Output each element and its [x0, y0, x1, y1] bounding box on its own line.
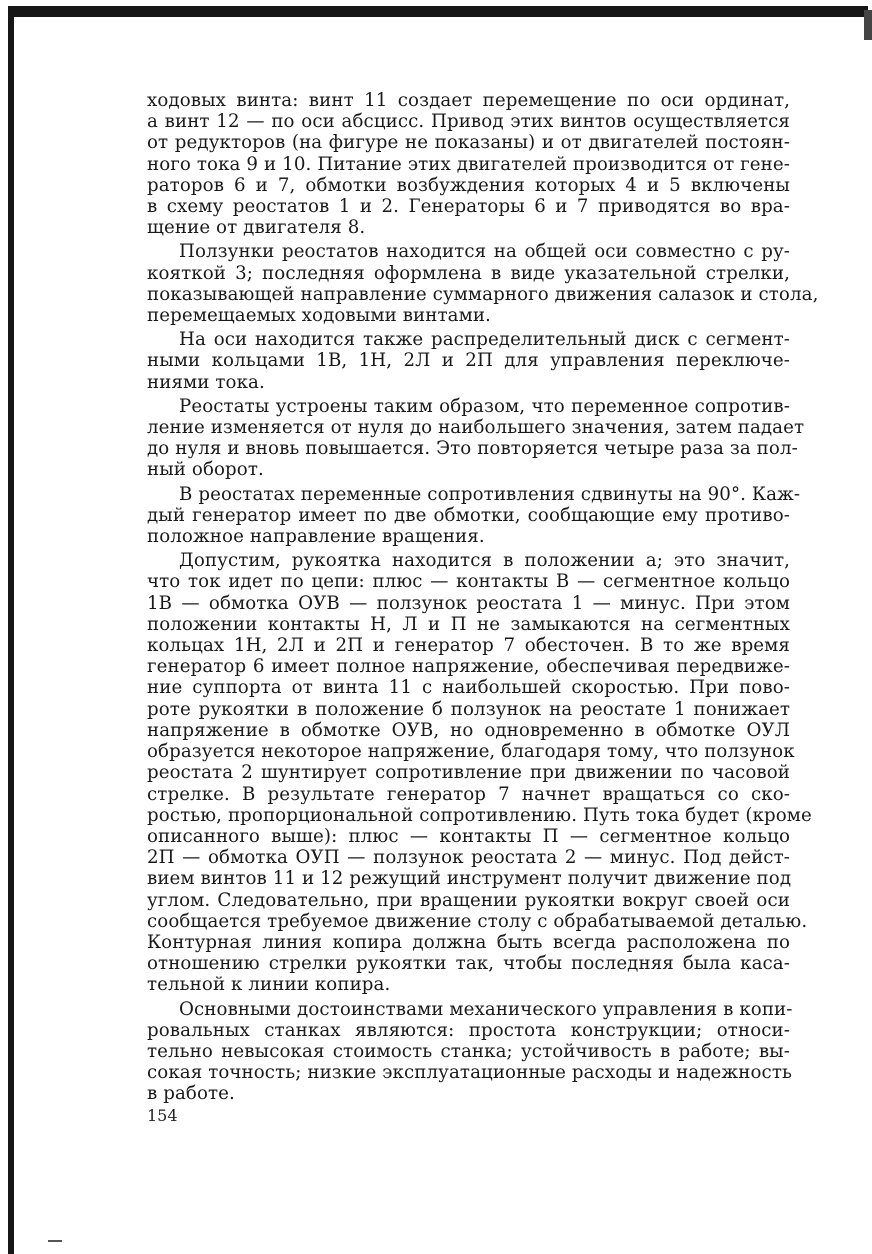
text-line: 1В — обмотка ОУВ — ползунок реостата 1 — минус. При этом — [147, 592, 790, 614]
text-line: ростью, пропорциональной сопротивлению. Путь тока будет (кроме — [147, 804, 812, 826]
text-line: образуется некоторое напряжение, благодаря тому, что ползунок — [147, 741, 795, 763]
text-line: Контурная линия копира должна быть всегда расположена по — [147, 931, 790, 953]
text-line: стрелке. В результате генератор 7 начнет вращаться со ско- — [147, 783, 790, 805]
text-line: ление изменяется от нуля до наибольшего значения, затем падает — [147, 417, 805, 439]
text-line: На оси находится также распределительный диск с сегмент- — [179, 329, 790, 351]
paragraph — [147, 241, 819, 327]
paragraph — [147, 550, 812, 996]
scan-speck — [48, 1240, 62, 1242]
text-line: ниями тока. — [147, 371, 265, 393]
text-line: а винт 12 — по оси абсцисс. Привод этих винтов осуществляется — [147, 111, 790, 133]
text-line: показывающей направление суммарного движения салазок и стола, — [147, 283, 819, 305]
text-line: Допустим, рукоятка находится в положении а; это значит, — [179, 550, 790, 572]
text-line: щение от двигателя 8. — [147, 217, 366, 239]
text-line: от редукторов (на фигуре не показаны) и от двигателей постоян- — [147, 132, 790, 154]
text-line: отношению стрелки рукоятки так, чтобы последняя была каса- — [147, 953, 790, 975]
text-line: 2П — обмотка ОУП — ползунок реостата 2 — минус. Под дейст- — [147, 847, 790, 869]
text-line: положное направление вращения. — [147, 526, 485, 548]
text-line: ными кольцами 1В, 1Н, 2Л и 2П для управления переключе- — [147, 350, 790, 372]
paragraph — [147, 90, 790, 238]
paragraph — [147, 329, 790, 393]
text-line: реостата 2 шунтирует сопротивление при движении по часовой — [147, 762, 790, 784]
text-line: Ползунки реостатов находится на общей оси совместно с ру- — [179, 241, 790, 263]
text-line: Основными достоинствами механического управления в копи- — [179, 998, 793, 1020]
text-line: в схему реостатов 1 и 2. Генераторы 6 и 7 приводятся во вра- — [147, 196, 790, 218]
text-line: ного тока 9 и 10. Питание этих двигателей производится от гене- — [147, 153, 790, 175]
text-line: до нуля и вновь повышается. Это повторяется четыре раза за пол- — [147, 438, 798, 460]
text-line: Реостаты устроены таким образом, что переменное сопротив- — [179, 395, 790, 417]
text-line: вием винтов 11 и 12 режущий инструмент получит движение под — [147, 868, 792, 890]
text-line: раторов 6 и 7, обмотки возбуждения которых 4 и 5 включены — [147, 174, 790, 196]
text-line: тельно невысокая стоимость станка; устойчивость в работе; вы- — [147, 1040, 790, 1062]
text-line: В реостатах переменные сопротивления сдвинуты на 90°. Каж- — [179, 483, 801, 505]
paragraph — [147, 998, 793, 1105]
text-line: в работе. — [147, 1083, 235, 1105]
text-line: генератор 6 имеет полное напряжение, обеспечивая передвиже- — [147, 656, 790, 678]
text-line: дый генератор имеет по две обмотки, сообщающие ему противо- — [147, 504, 790, 526]
text-line: что ток идет по цепи: плюс — контакты В — сегментное кольцо — [147, 571, 790, 593]
text-line: перемещаемых ходовыми винтами. — [147, 305, 491, 327]
page-number: 154 — [147, 1106, 178, 1125]
text-line: ный оборот. — [147, 459, 264, 481]
text-line: ние суппорта от винта 11 с наибольшей скоростью. При пово- — [147, 677, 790, 699]
paragraph — [147, 483, 801, 548]
text-line: сообщается требуемое движение столу с обрабатываемой деталью. — [147, 910, 808, 932]
text-line: кояткой 3; последняя оформлена в виде указательной стрелки, — [147, 262, 790, 284]
text-line: напряжение в обмотке ОУВ, но одновременно в обмотке ОУЛ — [147, 719, 790, 741]
text-line: тельной к линии копира. — [147, 974, 391, 996]
text-line: описанного выше): плюс — контакты П — сегментное кольцо — [147, 825, 790, 847]
scan-border-left — [8, 12, 14, 1254]
text-line: роте рукоятки в положение б ползунок на реостате 1 понижает — [147, 698, 790, 720]
text-line: сокая точность; низкие эксплуатационные расходы и надежность — [147, 1062, 792, 1084]
text-line: кольцах 1Н, 2Л и 2П и генератор 7 обесточен. В то же время — [147, 635, 790, 657]
scan-border-top — [8, 6, 868, 17]
text-line: углом. Следовательно, при вращении рукоятки вокруг своей оси — [147, 889, 790, 911]
text-line: ходовых винта: винт 11 создает перемещение по оси ординат, — [147, 90, 790, 111]
paragraph — [147, 395, 805, 481]
text-line: положении контакты Н, Л и П не замыкаются на сегментных — [147, 613, 790, 635]
page-text-body — [147, 90, 819, 1105]
text-line: ровальных станках являются: простота конструкции; относи- — [147, 1019, 790, 1041]
scan-edge-shadow — [864, 10, 872, 40]
